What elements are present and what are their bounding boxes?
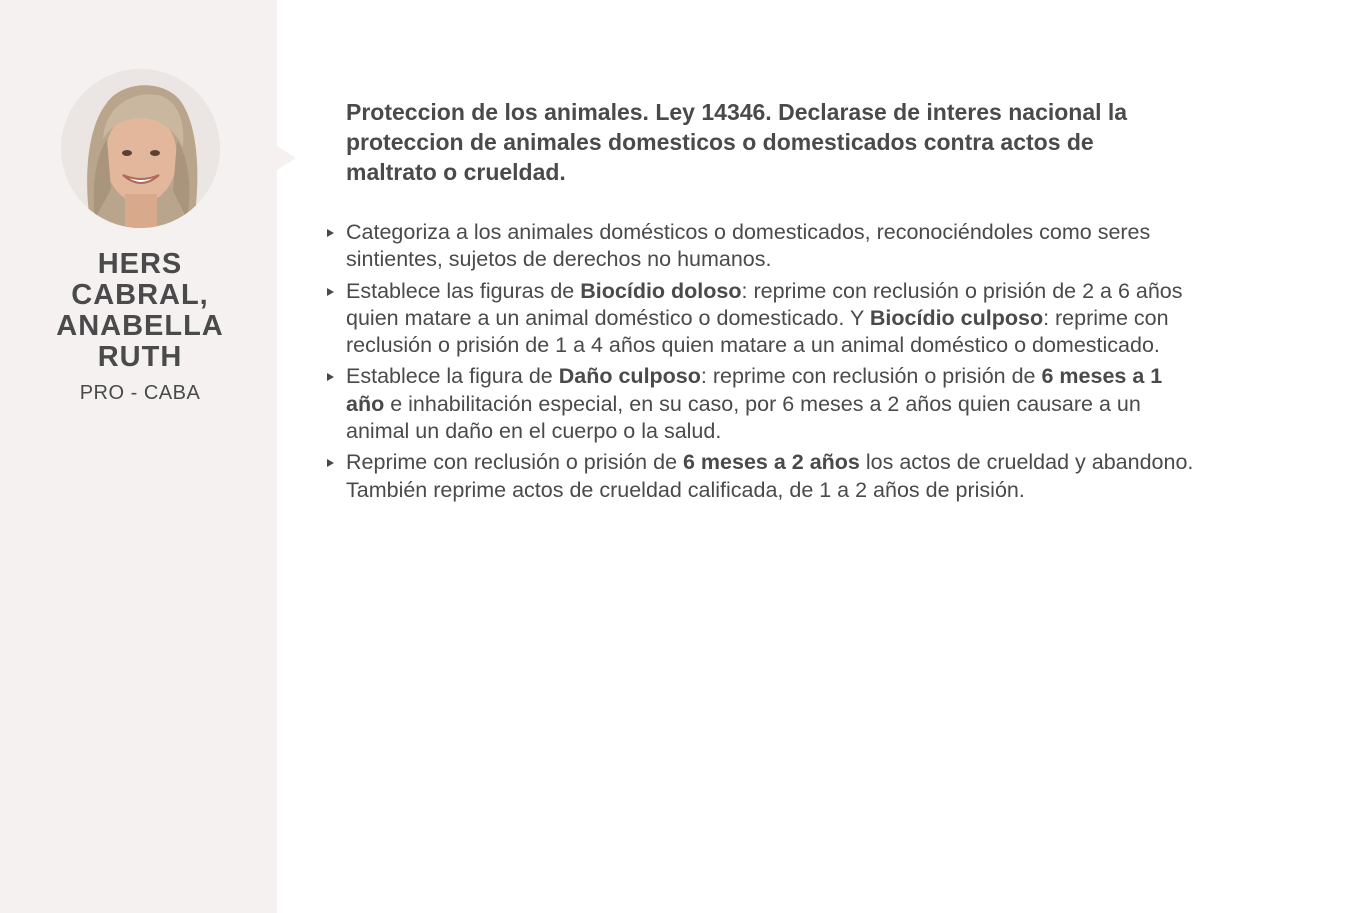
name-line: RUTH	[97, 341, 183, 373]
bill-point	[346, 219, 1206, 274]
bill-point	[346, 278, 1206, 360]
triangle-bullet-icon	[327, 229, 334, 237]
point-text: e inhabilitación especial, en su caso, por 6 meses a 2 años quien causare a un animal un daño en el cuerpo o la salud.	[346, 391, 1141, 444]
point-text-bold: Biocídio culposo	[869, 305, 1044, 330]
point-text-bold: 6 meses a 1 año	[346, 364, 1163, 416]
name-line: CABRAL,	[71, 279, 209, 311]
legislator-name	[20, 249, 260, 373]
point-text: Reprime con reclusión o prisión de	[346, 450, 683, 475]
sidebar	[0, 0, 277, 913]
sidebar-pointer	[277, 146, 296, 170]
bill-content	[346, 97, 1206, 508]
point-text-bold: Biocídio doloso	[580, 278, 742, 303]
point-text: : reprime con reclusión o prisión de 2 a 6 años quien matare a un animal doméstico o domesticado. Y	[346, 278, 1183, 330]
bill-title: Proteccion de los animales. Ley 14346. Declarase de interes nacional la proteccion de animales domesticos o domesticados contra actos de maltrato o crueldad.	[346, 99, 1128, 185]
point-text-bold: Daño culposo	[558, 364, 701, 389]
name-line: HERS	[97, 248, 183, 280]
point-text: : reprime con reclusión o prisión de	[700, 364, 1042, 389]
point-text: Establece la figura de	[346, 364, 559, 389]
point-text-bold: 6 meses a 2 años	[683, 450, 860, 475]
avatar	[61, 69, 220, 228]
point-text: Categoriza a los animales domésticos o domesticados, reconociéndoles como seres sintientes, sujetos de derechos no humanos.	[346, 220, 1151, 272]
triangle-bullet-icon	[327, 288, 334, 296]
party-district: PRO - CABA	[79, 382, 201, 404]
portrait-photo	[61, 69, 220, 228]
bill-point	[346, 363, 1206, 445]
bill-points-list	[346, 219, 1206, 504]
point-text: los actos de crueldad y abandono. También reprime actos de crueldad calificada, de 1 a 2 años de prisión.	[346, 450, 1194, 502]
point-text: : reprime con reclusión o prisión de 1 a 4 años quien matare a un animal doméstico o domesticado.	[346, 305, 1169, 358]
triangle-bullet-icon	[327, 373, 334, 381]
name-line: ANABELLA	[56, 310, 224, 342]
triangle-bullet-icon	[327, 459, 334, 467]
point-text: Establece las figuras de	[346, 278, 581, 303]
bill-point	[346, 449, 1206, 504]
